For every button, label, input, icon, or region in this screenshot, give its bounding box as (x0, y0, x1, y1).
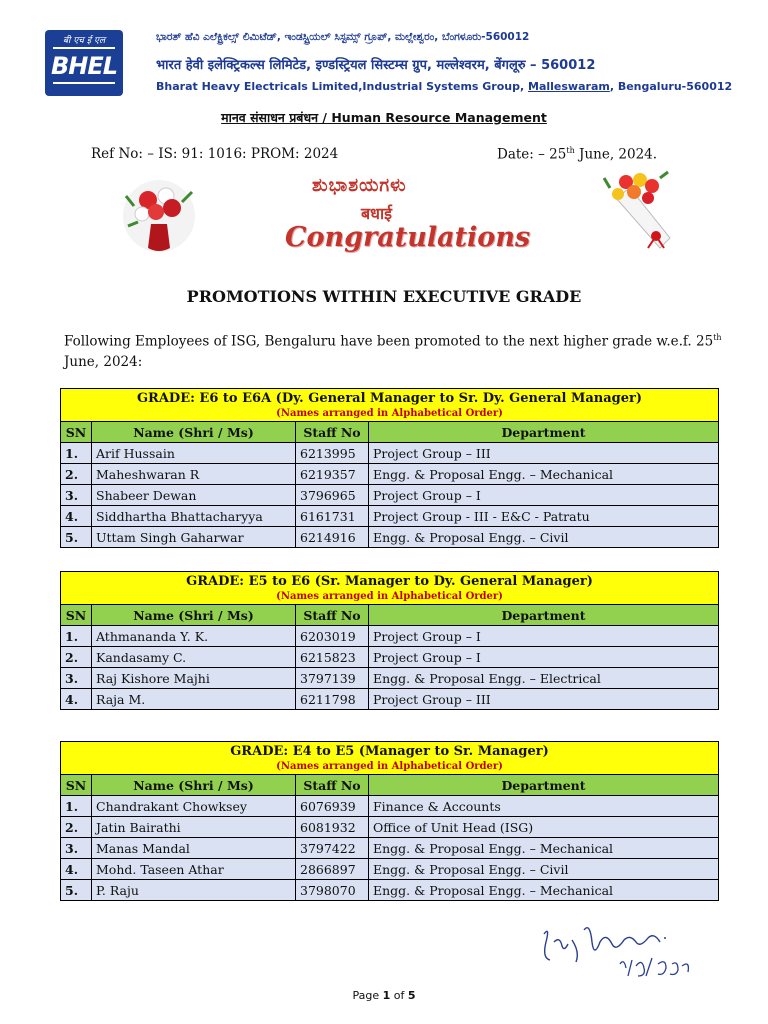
department-heading-text: मानव संसाधन प्रबंधन / Human Resource Management (221, 110, 547, 125)
grade-header (61, 389, 719, 422)
col-staff: Staff No (296, 422, 369, 443)
row-name: Manas Mandal (92, 838, 296, 859)
row-sn: 1. (61, 796, 92, 817)
row-staff-no: 3798070 (296, 880, 369, 901)
footer-mid: of (390, 989, 408, 1002)
row-staff-no: 6076939 (296, 796, 369, 817)
grade-table-e5-e6 (60, 571, 719, 710)
bouquet-icon (600, 168, 678, 256)
column-header-row (61, 605, 719, 626)
table-row (61, 817, 719, 838)
table-row (61, 880, 719, 901)
column-header-row (61, 775, 719, 796)
footer-page: 1 (382, 989, 391, 1002)
document-date (497, 146, 657, 163)
date-sup: th (566, 146, 575, 155)
col-sn: SN (61, 775, 92, 796)
col-dept: Department (369, 775, 719, 796)
table-row (61, 838, 719, 859)
reference-number: Ref No: – IS: 91: 1016: PROM: 2024 (91, 146, 339, 162)
logo-divider (53, 47, 115, 49)
row-department: Engg. & Proposal Engg. – Civil (369, 859, 719, 880)
row-department: Project Group - III - E&C - Patratu (369, 506, 719, 527)
col-staff: Staff No (296, 775, 369, 796)
handwritten-signature (520, 912, 710, 982)
intro-a: Following Employees of ISG, Bengaluru have been promoted to the next higher grade w.e.f. 25 (64, 333, 714, 350)
row-staff-no: 3797139 (296, 668, 369, 689)
page-title: PROMOTIONS WITHIN EXECUTIVE GRADE (186, 287, 582, 306)
row-department: Project Group – I (369, 485, 719, 506)
greeting-english: Congratulations (285, 222, 531, 253)
letterhead-english (156, 80, 732, 93)
col-sn: SN (61, 422, 92, 443)
row-department: Engg. & Proposal Engg. – Mechanical (369, 464, 719, 485)
grade-table-e4-e5 (60, 741, 719, 901)
page-footer (0, 989, 768, 1002)
date-suffix: June, 2024. (574, 146, 658, 163)
row-department: Engg. & Proposal Engg. – Electrical (369, 668, 719, 689)
row-name: P. Raju (92, 880, 296, 901)
table-row (61, 647, 719, 668)
row-sn: 2. (61, 647, 92, 668)
table-row (61, 527, 719, 548)
row-name: Jatin Bairathi (92, 817, 296, 838)
row-sn: 3. (61, 838, 92, 859)
table-row (61, 443, 719, 464)
col-dept: Department (369, 605, 719, 626)
logo-divider (53, 82, 115, 84)
date-prefix: Date: – 25 (497, 146, 567, 163)
row-staff-no: 6211798 (296, 689, 369, 710)
table-row (61, 689, 719, 710)
row-sn: 2. (61, 817, 92, 838)
col-staff: Staff No (296, 605, 369, 626)
grade-note: (Names arranged in Alphabetical Order) (276, 408, 503, 419)
intro-sup: th (713, 333, 722, 342)
col-name: Name (Shri / Ms) (92, 775, 296, 796)
table-row (61, 796, 719, 817)
row-name: Maheshwaran R (92, 464, 296, 485)
row-name: Chandrakant Chowksey (92, 796, 296, 817)
row-staff-no: 6213995 (296, 443, 369, 464)
col-sn: SN (61, 605, 92, 626)
row-staff-no: 6219357 (296, 464, 369, 485)
row-department: Project Group – III (369, 689, 719, 710)
row-name: Siddhartha Bhattacharyya (92, 506, 296, 527)
row-department: Engg. & Proposal Engg. – Mechanical (369, 880, 719, 901)
letterhead-kannada: ಭಾರತ್ ಹೆವಿ ಎಲೆಕ್ಟ್ರಿಕಲ್ಸ್ ಲಿಮಿಟೆಡ್, ಇಂಡಸ್ಟ್ರಿಯಲ್ ಸಿಸ್ಟಮ್ಸ್ ಗ್ರೂಪ್, ಮಲ್ಲೇಶ್ವರಂ, ಬೆಂಗಳೂರು-560012 (156, 31, 530, 43)
row-staff-no: 6081932 (296, 817, 369, 838)
grade-rows (61, 443, 719, 548)
intro-paragraph (64, 328, 724, 372)
row-sn: 3. (61, 485, 92, 506)
row-name: Arif Hussain (92, 443, 296, 464)
grade-rows (61, 796, 719, 901)
row-sn: 1. (61, 443, 92, 464)
col-dept: Department (369, 422, 719, 443)
col-name: Name (Shri / Ms) (92, 422, 296, 443)
grade-heading: GRADE: E6 to E6A (Dy. General Manager to Sr. Dy. General Manager) (136, 391, 643, 406)
grade-rows (61, 626, 719, 710)
grade-header (61, 742, 719, 775)
row-staff-no: 6161731 (296, 506, 369, 527)
row-department: Project Group – I (369, 626, 719, 647)
logo-word: BHEL (50, 52, 118, 80)
row-staff-no: 6214916 (296, 527, 369, 548)
grade-table-e6-e6a (60, 388, 719, 548)
grade-note: (Names arranged in Alphabetical Order) (276, 591, 503, 602)
logo-hindi-text: बी एच ई एल (62, 36, 106, 46)
row-department: Project Group – III (369, 443, 719, 464)
row-department: Engg. & Proposal Engg. – Mechanical (369, 838, 719, 859)
row-name: Athmananda Y. K. (92, 626, 296, 647)
department-heading (0, 109, 768, 126)
row-department: Finance & Accounts (369, 796, 719, 817)
footer-prefix: Page (352, 989, 383, 1002)
col-name: Name (Shri / Ms) (92, 605, 296, 626)
footer-total: 5 (407, 989, 416, 1002)
row-department: Engg. & Proposal Engg. – Civil (369, 527, 719, 548)
row-name: Mohd. Taseen Athar (92, 859, 296, 880)
grade-note: (Names arranged in Alphabetical Order) (276, 761, 503, 772)
table-row (61, 485, 719, 506)
row-name: Kandasamy C. (92, 647, 296, 668)
letterhead-english-b: Malleswaram (528, 80, 610, 93)
intro-b: June, 2024: (64, 353, 143, 370)
grade-header (61, 572, 719, 605)
table-row (61, 859, 719, 880)
row-name: Raj Kishore Majhi (92, 668, 296, 689)
column-header-row (61, 422, 719, 443)
row-sn: 5. (61, 880, 92, 901)
row-staff-no: 2866897 (296, 859, 369, 880)
grade-heading: GRADE: E5 to E6 (Sr. Manager to Dy. General Manager) (186, 574, 593, 589)
greeting-hindi: बधाई (361, 204, 392, 223)
row-name: Raja M. (92, 689, 296, 710)
table-row (61, 626, 719, 647)
row-name: Shabeer Dewan (92, 485, 296, 506)
row-staff-no: 6215823 (296, 647, 369, 668)
row-staff-no: 6203019 (296, 626, 369, 647)
letterhead-english-a: Bharat Heavy Electricals Limited,Industrial Systems Group, (156, 80, 529, 93)
row-sn: 4. (61, 859, 92, 880)
row-sn: 4. (61, 506, 92, 527)
row-name: Uttam Singh Gaharwar (92, 527, 296, 548)
table-row (61, 464, 719, 485)
letterhead-english-c: , Bengaluru-560012 (609, 80, 733, 93)
row-staff-no: 3797422 (296, 838, 369, 859)
grade-heading: GRADE: E4 to E5 (Manager to Sr. Manager) (230, 744, 549, 759)
row-sn: 1. (61, 626, 92, 647)
greeting-kannada: ಶುಭಾಶಯಗಳು (312, 175, 407, 196)
bhel-logo (45, 30, 123, 96)
row-sn: 5. (61, 527, 92, 548)
flower-vase-icon (120, 178, 198, 258)
row-sn: 2. (61, 464, 92, 485)
row-staff-no: 3796965 (296, 485, 369, 506)
table-row (61, 668, 719, 689)
row-sn: 4. (61, 689, 92, 710)
row-department: Office of Unit Head (ISG) (369, 817, 719, 838)
row-department: Project Group – I (369, 647, 719, 668)
table-row (61, 506, 719, 527)
letterhead-hindi: भारत हेवी इलेक्ट्रिकल्स लिमिटेड, इण्डस्ट्रियल सिस्टम्स ग्रुप, मल्लेश्वरम, बेंगलूरु – 560012 (156, 58, 596, 73)
row-sn: 3. (61, 668, 92, 689)
